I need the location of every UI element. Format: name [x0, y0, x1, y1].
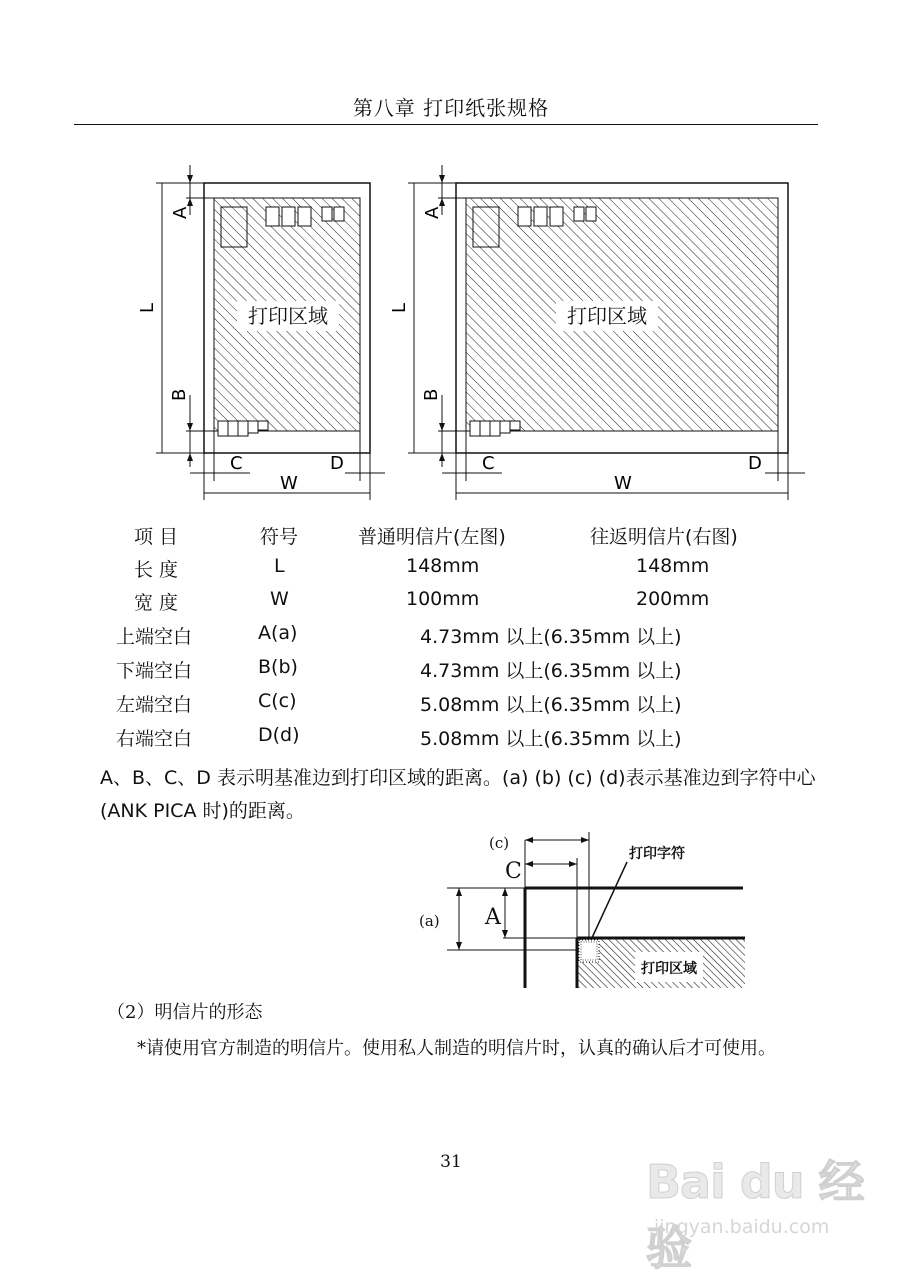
- svg-text:C: C: [230, 453, 243, 474]
- table-header: 符号: [260, 526, 299, 548]
- table-cell: A(a): [258, 622, 298, 644]
- table-row: [100, 724, 820, 754]
- print-char-label: 打印字符: [629, 846, 685, 862]
- margin-detail-diagram: [413, 822, 753, 992]
- svg-text:L: L: [137, 302, 158, 313]
- table-cell: 右端空白: [116, 728, 193, 750]
- svg-text:(a): (a): [419, 912, 440, 930]
- svg-text:A: A: [422, 206, 443, 219]
- svg-text:D: D: [748, 453, 762, 474]
- watermark-url: jingyan.baidu.com: [654, 1216, 830, 1238]
- table-header-row: [100, 522, 820, 552]
- table-header: 往返明信片(右图): [590, 526, 738, 548]
- postcard-diagrams: [120, 155, 820, 510]
- table-cell: 148mm: [636, 555, 710, 577]
- margin-note: A、B、C、D 表示明基准边到打印区域的距离。(a) (b) (c) (d)表示基准边到字符中心(ANK PICA 时)的距离。: [100, 767, 816, 822]
- svg-text:A: A: [170, 206, 191, 219]
- page-number: 31: [440, 1152, 462, 1172]
- table-cell: 200mm: [636, 588, 710, 610]
- table-cell: 宽 度: [134, 592, 179, 614]
- left-postcard: [137, 165, 385, 500]
- table-cell: 100mm: [406, 588, 480, 610]
- table-cell: 148mm: [406, 555, 480, 577]
- svg-text:C: C: [505, 859, 522, 884]
- svg-text:C: C: [482, 453, 495, 474]
- watermark-logo: Bai du 经验: [646, 1155, 864, 1275]
- svg-text:B: B: [421, 388, 442, 401]
- table-cell: 长 度: [134, 559, 179, 581]
- detail-print-area-label: 打印区域: [641, 961, 697, 977]
- svg-text:W: W: [280, 473, 298, 494]
- table-row: [100, 588, 820, 618]
- table-cell: C(c): [258, 690, 297, 712]
- table-cell: 5.08mm 以上(6.35mm 以上): [420, 728, 682, 750]
- table-cell: D(d): [258, 724, 300, 746]
- right-print-area-label: 打印区域: [567, 304, 647, 328]
- table-header: 项 目: [134, 526, 179, 548]
- table-cell: 5.08mm 以上(6.35mm 以上): [420, 694, 682, 716]
- baidu-watermark: [640, 1140, 870, 1275]
- svg-text:(c): (c): [489, 834, 510, 852]
- right-postcard: [389, 165, 805, 500]
- svg-text:D: D: [330, 453, 344, 474]
- table-row: [100, 622, 820, 652]
- svg-text:L: L: [389, 302, 410, 313]
- svg-text:A: A: [485, 905, 501, 930]
- table-cell: 4.73mm 以上(6.35mm 以上): [420, 660, 682, 682]
- table-row: [100, 555, 820, 585]
- svg-text:W: W: [614, 473, 632, 494]
- header-rule: [74, 124, 818, 125]
- table-cell: W: [270, 588, 289, 610]
- table-cell: 上端空白: [116, 626, 193, 648]
- table-cell: 左端空白: [116, 694, 193, 716]
- table-cell: L: [274, 555, 285, 577]
- table-header: 普通明信片(左图): [358, 526, 506, 548]
- chapter-title: 第八章 打印纸张规格: [352, 96, 550, 120]
- table-cell: 4.73mm 以上(6.35mm 以上): [420, 626, 682, 648]
- table-row: [100, 690, 820, 720]
- table-cell: B(b): [258, 656, 298, 678]
- svg-text:B: B: [169, 388, 190, 401]
- left-print-area-label: 打印区域: [248, 304, 328, 328]
- section2-title: （2）明信片的形态: [107, 1002, 263, 1023]
- table-cell: 下端空白: [116, 660, 193, 682]
- section2-text: *请使用官方制造的明信片。使用私人制造的明信片时，认真的确认后才可使用。: [137, 1038, 776, 1059]
- table-row: [100, 656, 820, 686]
